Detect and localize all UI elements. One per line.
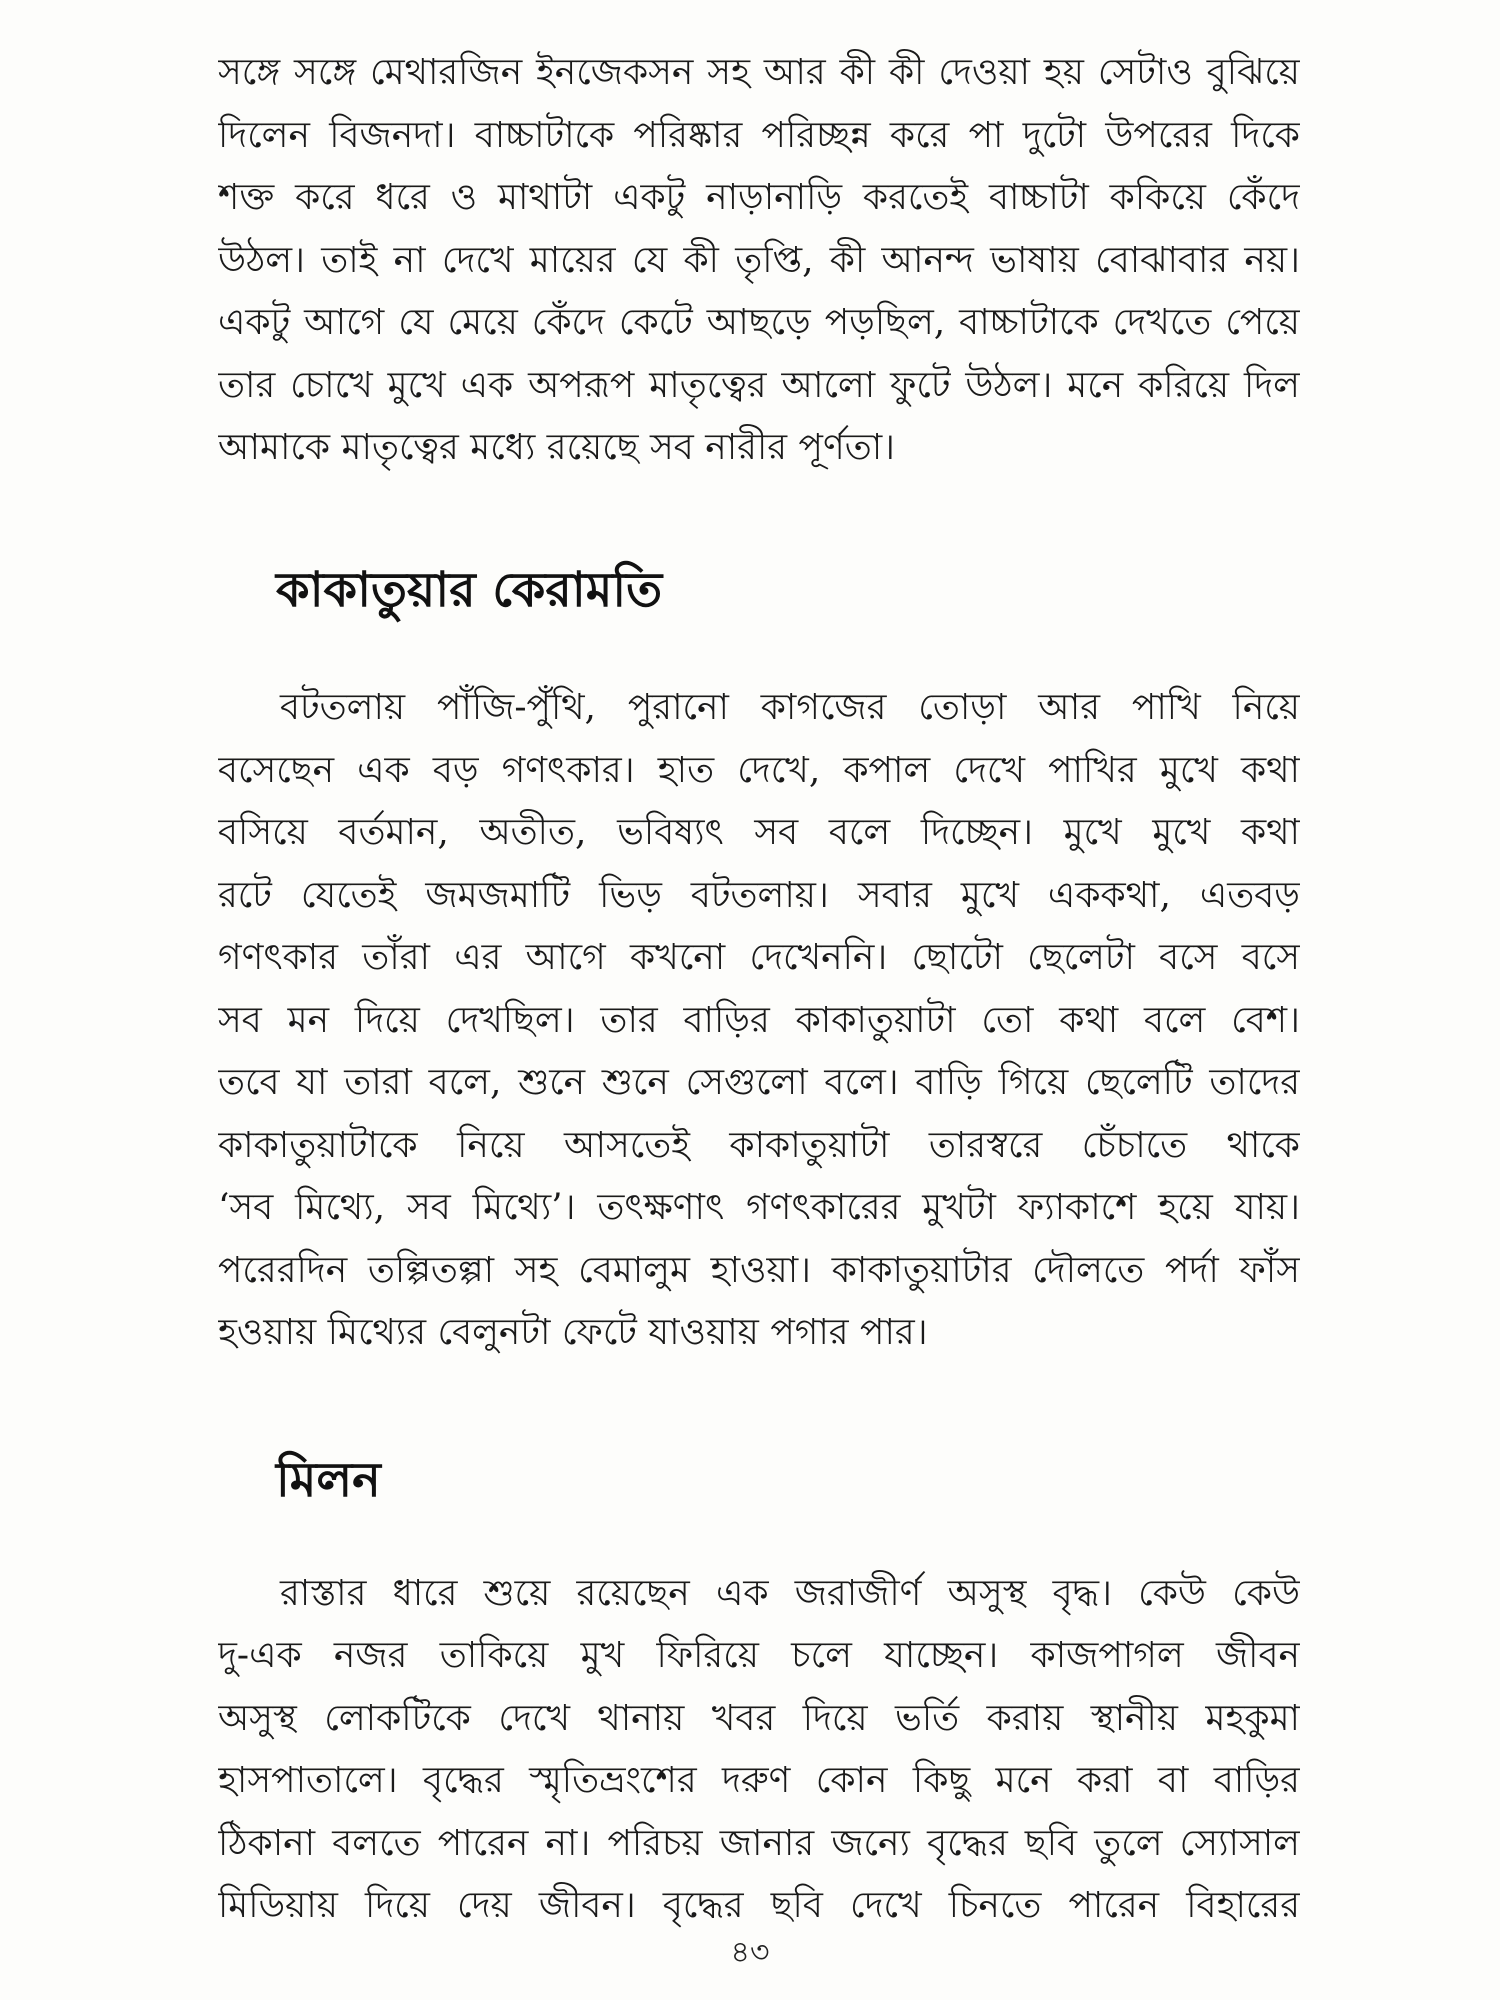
section-heading-milon: মিলন — [276, 1451, 381, 1508]
text-line: সব মন দিয়ে দেখছিল। তার বাড়ির কাকাতুয়াটা তো কথা বলে বেশ। — [218, 999, 1300, 1041]
text-line: দু-এক নজর তাকিয়ে মুখ ফিরিয়ে চলে যাচ্ছেন। কাজপাগল জীবন — [218, 1635, 1300, 1677]
text-line: শক্ত করে ধরে ও মাথাটা একটু নাড়ানাড়ি করতেই বাচ্চাটা ককিয়ে কেঁদে — [218, 177, 1300, 218]
text-line: একটু আগে যে মেয়ে কেঁদে কেটে আছড়ে পড়ছিল, বাচ্চাটাকে দেখতে পেয়ে — [218, 302, 1300, 343]
text-line: রটে যেতেই জমজমাটি ভিড় বটতলায়। সবার মুখে এককথা, এতবড় — [218, 874, 1300, 916]
text-line: বটতলায় পাঁজি-পুঁথি, পুরানো কাগজের তোড়া আর পাখি নিয়ে — [280, 687, 1300, 729]
section-heading-kakatuyar-keramoti: কাকাতুয়ার কেরামতি — [276, 561, 663, 618]
text-line: উঠল। তাই না দেখে মায়ের যে কী তৃপ্তি, কী আনন্দ ভাষায় বোঝাবার নয়। — [218, 239, 1300, 281]
page-number: ৪৩ — [730, 1935, 770, 1970]
text-line: সঙ্গে সঙ্গে মেথারজিন ইনজেকসন সহ আর কী কী দেওয়া হয় সেটাও বুঝিয়ে — [218, 52, 1300, 93]
text-line: দিলেন বিজনদা। বাচ্চাটাকে পরিষ্কার পরিচ্ছন্ন করে পা দুটো উপরের দিকে — [218, 114, 1300, 156]
intro-paragraph — [218, 42, 1300, 480]
text-line: আমাকে মাতৃত্বের মধ্যে রয়েছে সব নারীর পূর্ণতা। — [218, 427, 896, 468]
section1-paragraph — [218, 677, 1300, 1365]
text-line: বসেছেন এক বড় গণৎকার। হাত দেখে, কপাল দেখে পাখির মুখে কথা — [218, 749, 1300, 791]
text-line: ঠিকানা বলতে পারেন না। পরিচয় জানার জন্যে বৃদ্ধের ছবি তুলে স্যোসাল — [218, 1822, 1300, 1864]
text-line: ‘সব মিথ্যে, সব মিথ্যে’। তৎক্ষণাৎ গণৎকারের মুখটা ফ্যাকাশে হয়ে যায়। — [218, 1187, 1300, 1229]
text-line: হওয়ায় মিথ্যের বেলুনটা ফেটে যাওয়ায় পগার পার। — [218, 1312, 928, 1354]
text-line: তার চোখে মুখে এক অপরূপ মাতৃত্বের আলো ফুটে উঠল। মনে করিয়ে দিল — [218, 364, 1300, 406]
text-line: অসুস্থ লোকটিকে দেখে থানায় খবর দিয়ে ভর্তি করায় স্থানীয় মহকুমা — [218, 1697, 1300, 1739]
text-line: পরেরদিন তল্পিতল্পা সহ বেমালুম হাওয়া। কাকাতুয়াটার দৌলতে পর্দা ফাঁস — [218, 1249, 1300, 1291]
text-line: হাসপাতালে। বৃদ্ধের স্মৃতিভ্রংশের দরুণ কোন কিছু মনে করা বা বাড়ির — [218, 1760, 1300, 1802]
text-line: মিডিয়ায় দিয়ে দেয় জীবন। বৃদ্ধের ছবি দেখে চিনতে পারেন বিহারের — [218, 1885, 1300, 1927]
page-content — [218, 42, 1300, 1938]
text-line: গণৎকার তাঁরা এর আগে কখনো দেখেননি। ছোটো ছেলেটা বসে বসে — [218, 937, 1300, 979]
text-line: রাস্তার ধারে শুয়ে রয়েছেন এক জরাজীর্ণ অসুস্থ বৃদ্ধ। কেউ কেউ — [280, 1572, 1300, 1614]
text-line: বসিয়ে বর্তমান, অতীত, ভবিষ্যৎ সব বলে দিচ্ছেন। মুখে মুখে কথা — [218, 812, 1300, 854]
section2-paragraph — [218, 1563, 1300, 1938]
text-line: কাকাতুয়াটাকে নিয়ে আসতেই কাকাতুয়াটা তারস্বরে চেঁচাতে থাকে — [218, 1124, 1300, 1166]
text-line: তবে যা তারা বলে, শুনে শুনে সেগুলো বলে। বাড়ি গিয়ে ছেলেটি তাদের — [218, 1062, 1300, 1104]
